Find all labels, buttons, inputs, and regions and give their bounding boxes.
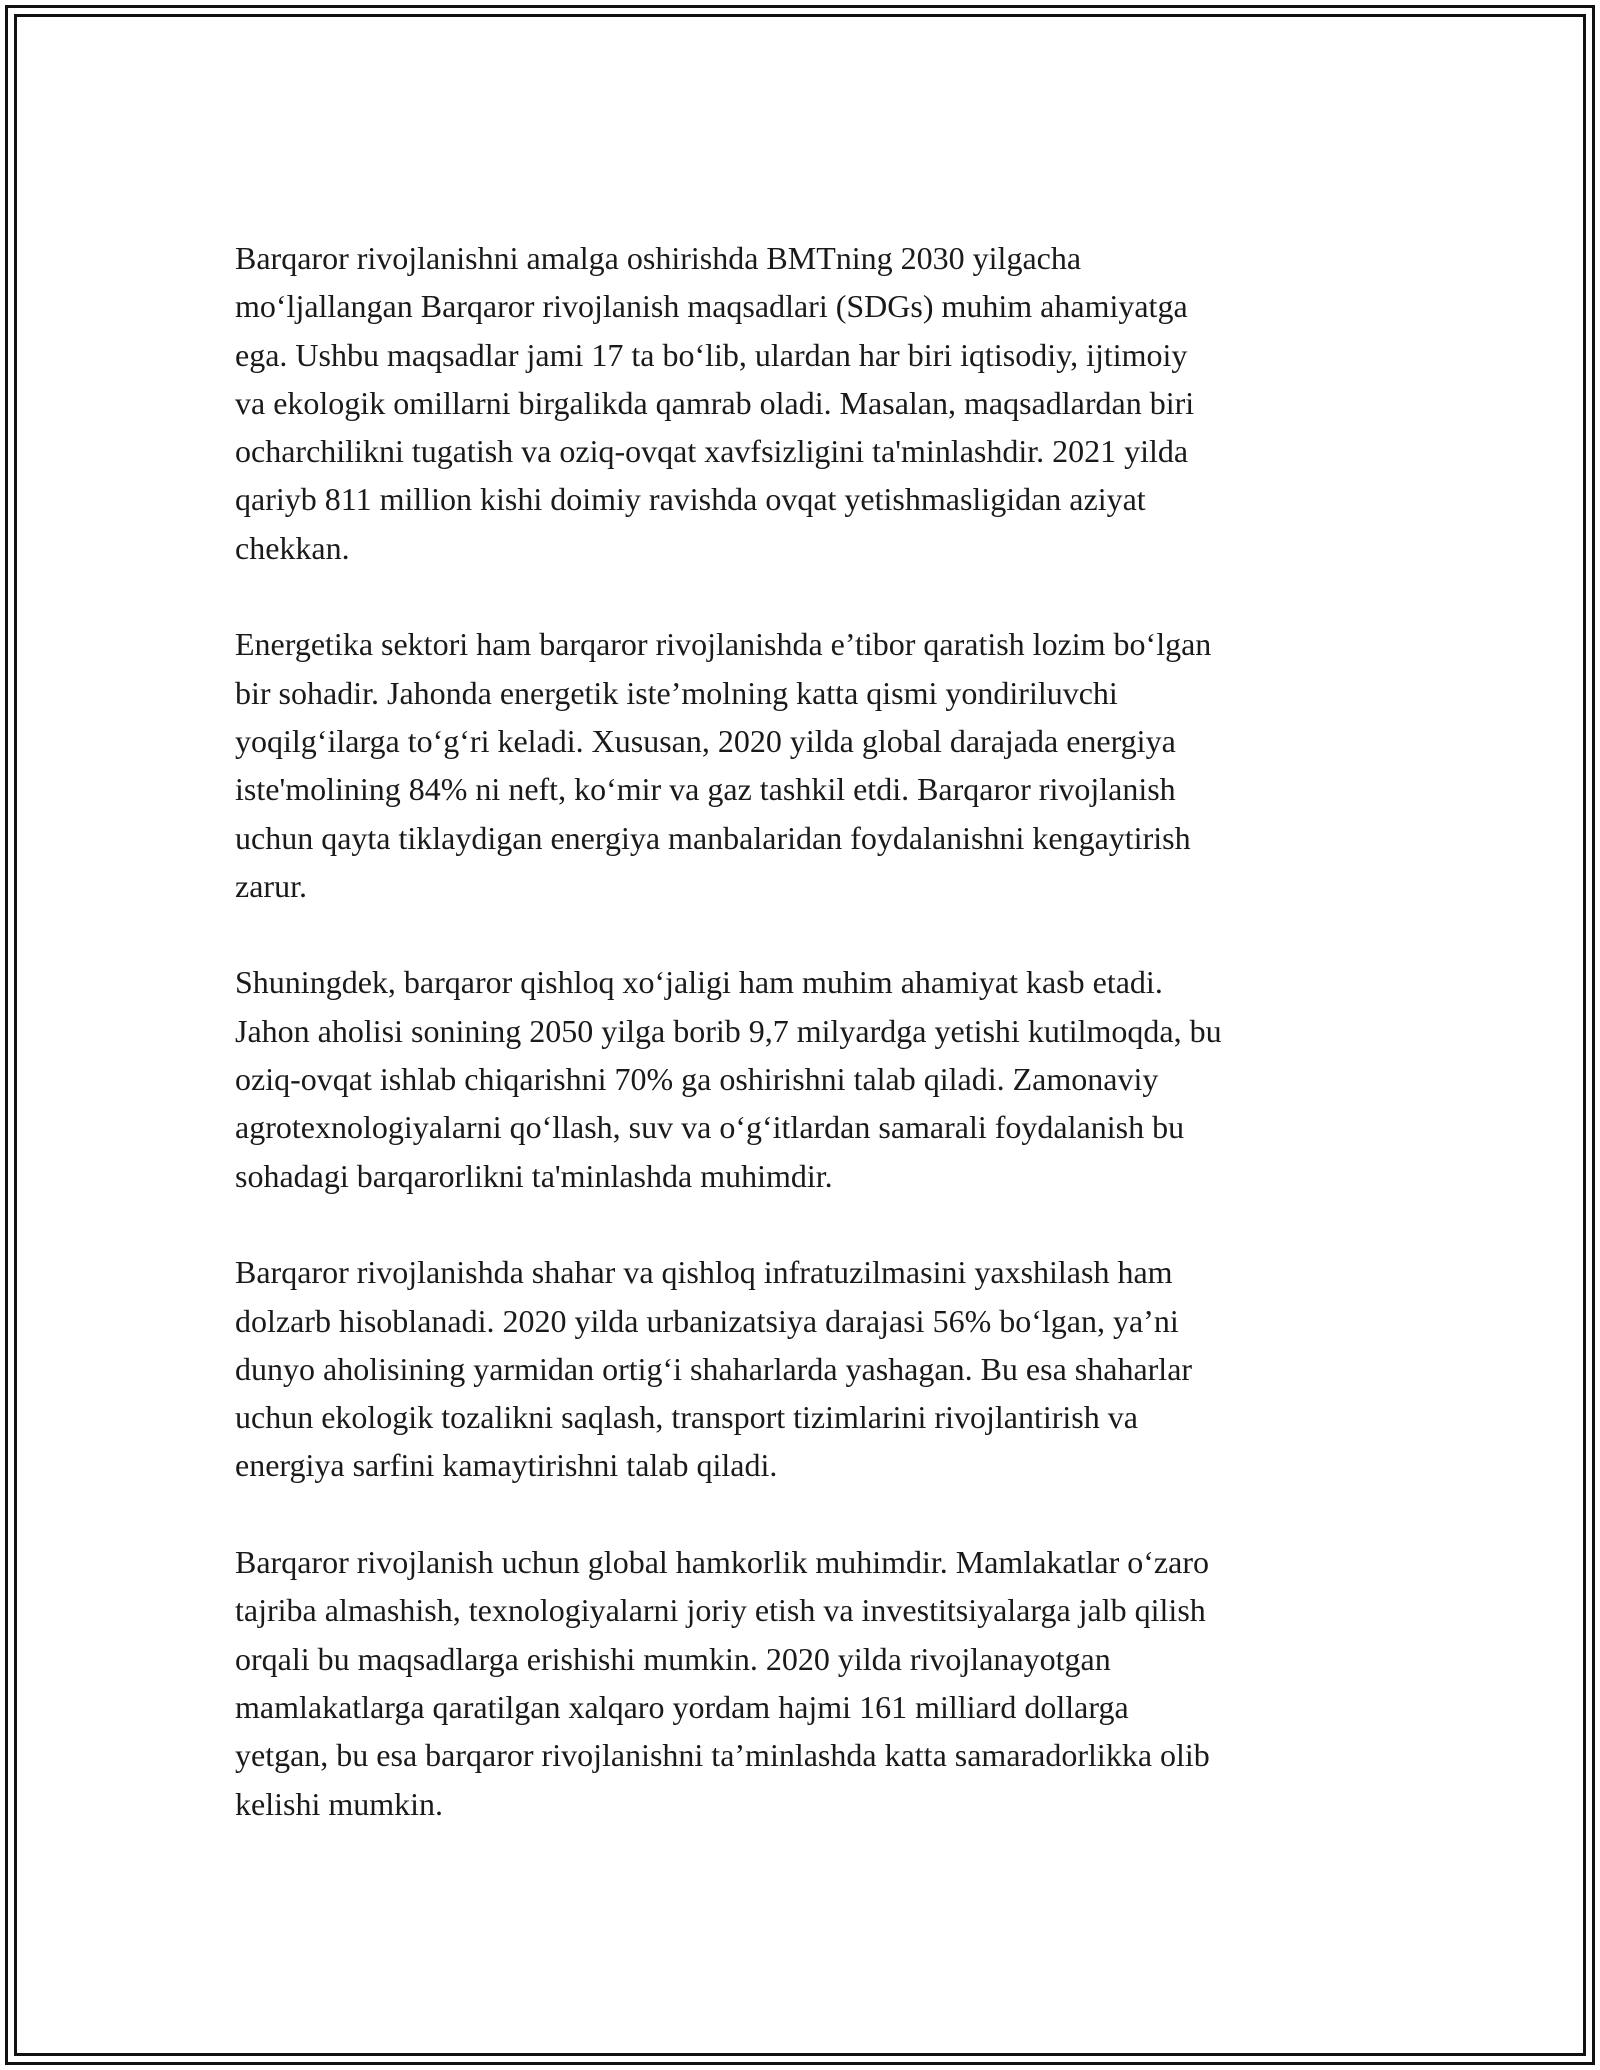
paragraph-energy: Energetika sektori ham barqaror rivojlanishda e’tibor qaratish lozim bo‘lgan bir sohadir. Jahonda energetik iste’molning katta qismi yondiriluvchi yoqilg‘ilarga to‘g‘ri keladi. Xususan, 2020 yilda global darajada energiya iste'molining 84% ni neft, ko‘mir va gaz tashkil etdi. Barqaror rivojlanish uchun qayta tiklaydigan energiya manbalaridan foydalanishni kengaytirish zarur. bbox=[235, 626, 1212, 904]
paragraph-sdgs: Barqaror rivojlanishni amalga oshirishda BMTning 2030 yilgacha mo‘ljallangan Barqaror rivojlanish maqsadlari (SDGs) muhim ahamiyatga ega. Ushbu maqsadlar jami 17 ta bo‘lib, ulardan har biri iqtisodiy, ijtimoiy va ekologik omillarni birgalikda qamrab oladi. Masalan, maqsadlardan biri ocharchilikni tugatish va oziq-ovqat xavfsizligini ta'minlashdir. 2021 yilda qariyb 811 million kishi doimiy ravishda ovqat yetishmasligidan aziyat chekkan. bbox=[235, 240, 1195, 566]
paragraph-agriculture: Shuningdek, barqaror qishloq xo‘jaligi ham muhim ahamiyat kasb etadi. Jahon aholisi sonining 2050 yilga borib 9,7 milyardga yetishi kutilmoqda, bu oziq-ovqat ishlab chiqarishni 70% ga oshirishni talab qiladi. Zamonaviy agrotexnologiyalarni qo‘llash, suv va o‘g‘itlardan samarali foydalanish bu sohadagi barqarorlikni ta'minlashda muhimdir. bbox=[235, 964, 1222, 1194]
paragraph-infrastructure: Barqaror rivojlanishda shahar va qishloq infratuzilmasini yaxshilash ham dolzarb hisoblanadi. 2020 yilda urbanizatsiya darajasi 56% bo‘lgan, ya’ni dunyo aholisining yarmidan ortig‘i shaharlarda yashagan. Bu esa shaharlar uchun ekologik tozalikni saqlash, transport tizimlarini rivojlantirish va energiya sarfini kamaytirishni talab qiladi. bbox=[235, 1254, 1193, 1484]
document-body bbox=[235, 234, 1385, 1876]
paragraph-cooperation: Barqaror rivojlanish uchun global hamkorlik muhimdir. Mamlakatlar o‘zaro tajriba almashish, texnologiyalarni joriy etish va investitsiyalarga jalb qilish orqali bu maqsadlarga erishishi mumkin. 2020 yilda rivojlanayotgan mamlakatlarga qaratilgan xalqaro yordam hajmi 161 milliard dollarga yetgan, bu esa barqaror rivojlanishni ta’minlashda katta samaradorlikka olib kelishi mumkin. bbox=[235, 1544, 1210, 1822]
